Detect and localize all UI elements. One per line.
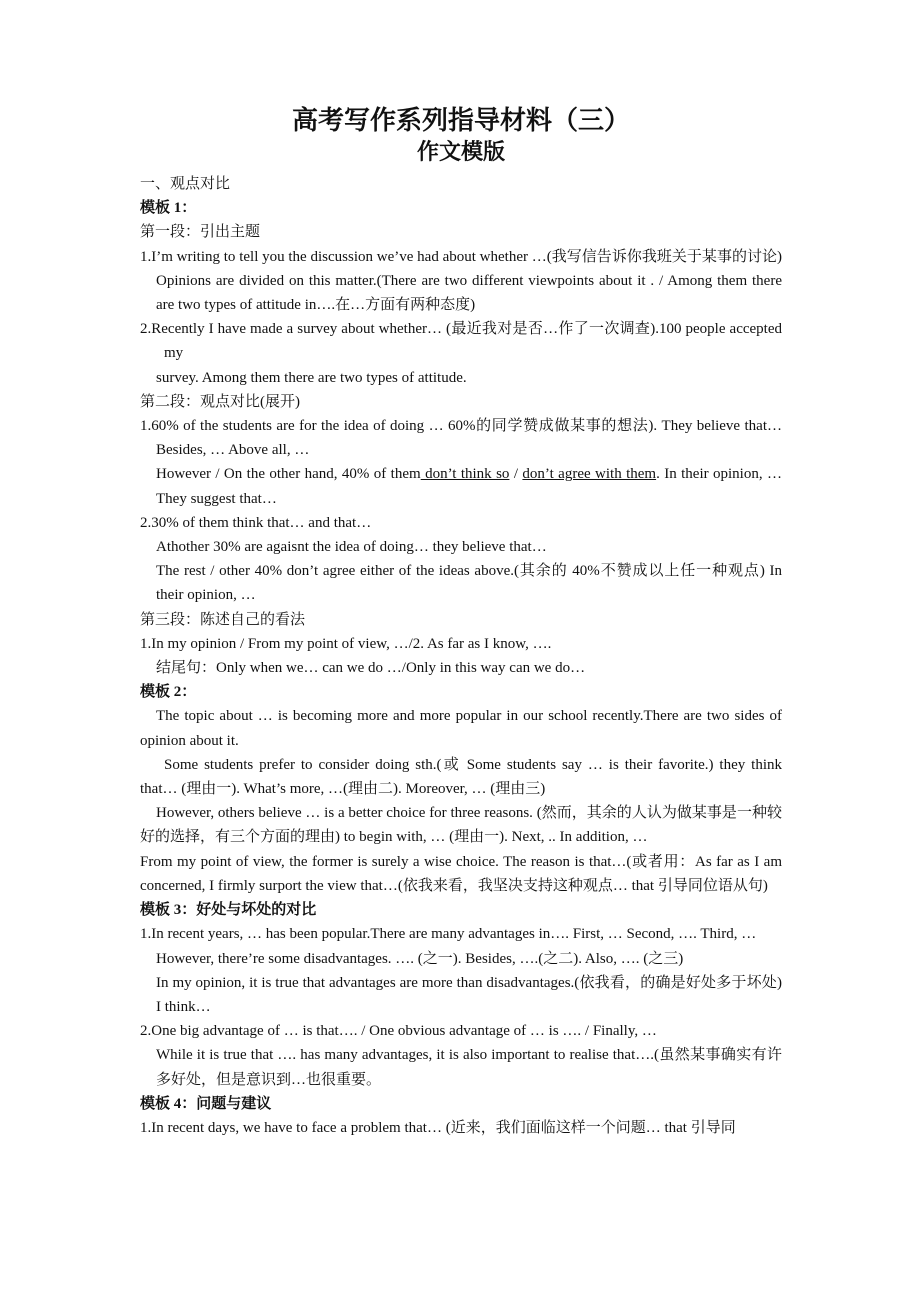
paragraph-heading: 第二段：观点对比(展开)	[140, 393, 300, 410]
template-4-heading: 模板 4：问题与建议	[140, 1095, 272, 1112]
template-2-heading: 模板 2：	[140, 684, 197, 701]
text-line	[140, 462, 782, 510]
text-line: survey. Among them there are two types of attitude.	[156, 369, 467, 386]
template-1-heading: 模板 1：	[140, 200, 197, 217]
text-line: In my opinion, it is true that advantages are more than disadvantages.(依我看，的确是好处多于坏处) I think…	[156, 974, 782, 1015]
text-line: 1.In recent days, we have to face a problem that… (近来，我们面临这样一个问题… that 引导同	[140, 1119, 736, 1136]
text-segment: However / On the other hand, 40% of them	[156, 466, 421, 483]
template-3-heading: 模板 3：好处与坏处的对比	[140, 902, 317, 919]
text-line: 2.Recently I have made a survey about whether… (最近我对是否…作了一次调查).100 people accepted my	[140, 321, 782, 362]
paragraph-heading: 第一段：引出主题	[140, 224, 261, 241]
text-line: From my point of view, the former is surely a wise choice. The reason is that…(或者用：As far as I am concerned, I firmly surport the view that…(依我来看，我坚决支持这种观点… that 引导同位语从句)	[140, 853, 782, 894]
underlined-phrase: don’t agree with them	[522, 466, 657, 483]
section-heading: 一、观点对比	[140, 176, 231, 192]
text-line: 结尾句：Only when we… can we do …/Only in this way can we do…	[156, 660, 586, 677]
text-line: 1.60% of the students are for the idea of doing … 60%的同学赞成做某事的想法). They believe that… Besides, … Above all, …	[140, 418, 782, 459]
text-line: The rest / other 40% don’t agree either of the ideas above.(其余的 40%不赞成以上任一种观点) In their opinion, …	[156, 563, 782, 604]
paragraph-heading: 第三段：陈述自己的看法	[140, 611, 306, 628]
text-line: 1.In recent years, … has been popular.There are many advantages in…. First, … Second, …. Third, …	[140, 926, 757, 943]
doc-title: 高考写作系列指导材料（三）	[291, 106, 630, 135]
text-line: However, others believe … is a better choice for three reasons. (然而，其余的人认为做某事是一种较好的选择，有三个方面的理由) to begin with, … (理由一). Next, .. In addition, …	[140, 805, 782, 846]
text-line: Athother 30% are agaisnt the idea of doing… they believe that…	[156, 539, 547, 556]
text-line: 1.In my opinion / From my point of view, …/2. As far as I know, ….	[140, 635, 552, 652]
text-segment: . In their opinion, … They suggest that…	[156, 466, 782, 507]
doc-subtitle: 作文模版	[416, 139, 505, 164]
text-line: 1.I’m writing to tell you the discussion we’ve had about whether …(我写信告诉你我班关于某事的讨论) Opinions are divided on this matter.(There are two different viewpoints about it . / Among them there are two types of attitude in….在…方面有两种态度)	[140, 248, 782, 314]
text-line: While it is true that …. has many advantages, it is also important to realise that….(虽然某事确实有许多好处，但是意识到…也很重要。	[156, 1047, 782, 1088]
text-line: Some students prefer to consider doing sth.(或 Some students say … is their favorite.) they think that… (理由一). What’s more, …(理由二). Moreover, … (理由三)	[140, 756, 782, 798]
text-line: However, there’re some disadvantages. …. (之一). Besides, ….(之二). Also, …. (之三)	[156, 950, 684, 967]
text-line: 2.30% of them think that… and that…	[140, 514, 372, 531]
underlined-phrase: don’t think so	[420, 466, 510, 483]
text-segment: /	[509, 466, 523, 483]
text-line: The topic about … is becoming more and more popular in our school recently.There are two sides of opinion about it.	[140, 708, 782, 749]
text-line: 2.One big advantage of … is that…. / One obvious advantage of … is …. / Finally, …	[140, 1023, 657, 1040]
